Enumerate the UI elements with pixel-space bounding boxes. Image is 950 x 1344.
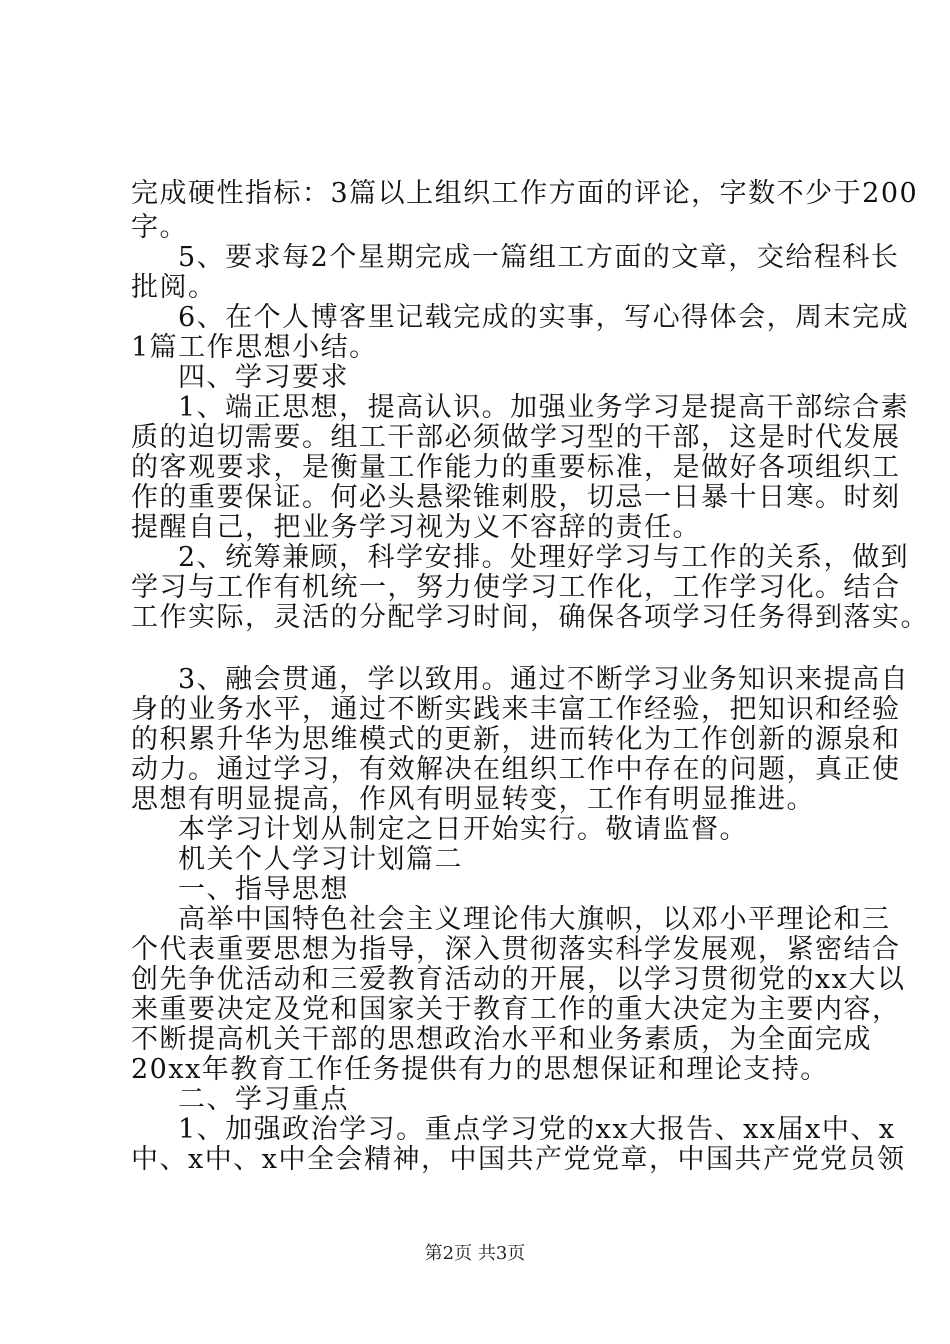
- text-line: 2、统筹兼顾，科学安排。处理好学习与工作的关系，做到: [178, 542, 910, 573]
- text-line: 完成硬性指标：3篇以上组织工作方面的评论，字数不少于200: [131, 178, 919, 209]
- text-line: 的客观要求，是衡量工作能力的重要标准，是做好各项组织工: [131, 452, 901, 483]
- text-line: 20xx年教育工作任务提供有力的思想保证和理论支持。: [131, 1054, 829, 1085]
- text-line: 字。: [131, 212, 188, 243]
- section-heading: 四、学习要求: [178, 362, 349, 393]
- text-line: 3、融会贯通，学以致用。通过不断学习业务知识来提高自: [178, 664, 910, 695]
- text-line: 5、要求每2个星期完成一篇组工方面的文章，交给程科长: [178, 242, 900, 273]
- text-line: 批阅。: [131, 272, 217, 303]
- text-line: 质的迫切需要。组工干部必须做学习型的干部，这是时代发展: [131, 422, 901, 453]
- text-line: 创先争优活动和三爱教育活动的开展，以学习贯彻党的xx大以: [131, 964, 906, 995]
- section-heading: 一、指导思想: [178, 874, 349, 905]
- text-line: 1、加强政治学习。重点学习党的xx大报告、xx届x中、x: [178, 1114, 896, 1145]
- text-line: 作的重要保证。何必头悬梁锥刺股，切忌一日暴十日寒。时刻: [131, 482, 901, 513]
- text-line: 学习与工作有机统一，努力使学习工作化，工作学习化。结合: [131, 572, 901, 603]
- text-line: 本学习计划从制定之日开始实行。敬请监督。: [178, 814, 748, 845]
- page-footer: 第2页 共3页: [424, 1243, 526, 1264]
- section-heading: 二、学习重点: [178, 1084, 349, 1115]
- text-line: 思想有明显提高，作风有明显转变，工作有明显推进。: [131, 784, 815, 815]
- text-line: 身的业务水平，通过不断实践来丰富工作经验，把知识和经验: [131, 694, 901, 725]
- text-line: 1篇工作思想小结。: [131, 332, 378, 363]
- text-line: 6、在个人博客里记载完成的实事，写心得体会，周末完成: [178, 302, 910, 333]
- text-line: 不断提高机关干部的思想政治水平和业务素质，为全面完成: [131, 1024, 872, 1055]
- section-heading: 机关个人学习计划篇二: [178, 844, 463, 875]
- text-line: 的积累升华为思维模式的更新，进而转化为工作创新的源泉和: [131, 724, 901, 755]
- text-line: 高举中国特色社会主义理论伟大旗帜，以邓小平理论和三: [178, 904, 891, 935]
- text-line: 提醒自己，把业务学习视为义不容辞的责任。: [131, 512, 701, 543]
- text-line: 个代表重要思想为指导，深入贯彻落实科学发展观，紧密结合: [131, 934, 901, 965]
- text-line: 来重要决定及党和国家关于教育工作的重大决定为主要内容，: [131, 994, 901, 1025]
- text-line: 中、x中、x中全会精神，中国共产党党章，中国共产党党员领: [131, 1144, 906, 1175]
- text-line: 动力。通过学习，有效解决在组织工作中存在的问题，真正使: [131, 754, 901, 785]
- text-line: 工作实际，灵活的分配学习时间，确保各项学习任务得到落实。: [131, 602, 929, 633]
- text-line: 1、端正思想，提高认识。加强业务学习是提高干部综合素: [178, 392, 910, 423]
